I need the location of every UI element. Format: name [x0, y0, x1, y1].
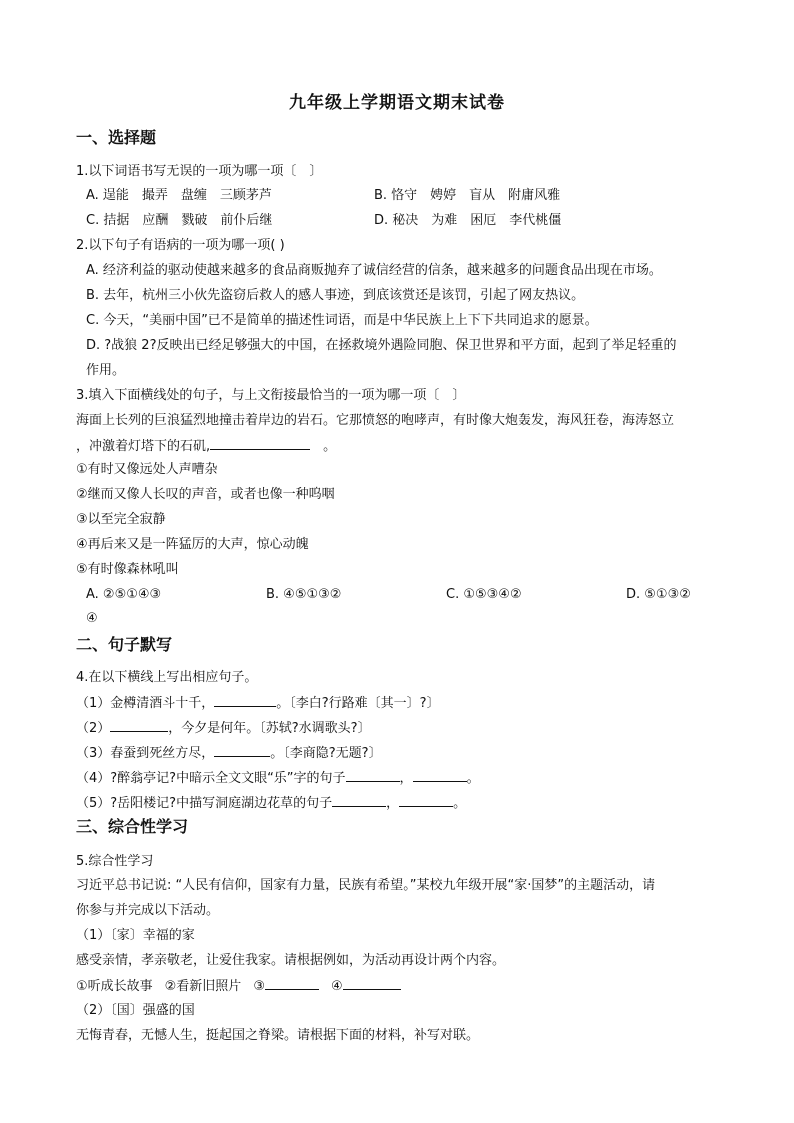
q5-activity-1: ①听成长故事 [76, 979, 153, 994]
q4-line-3 [76, 744, 382, 763]
answer-blank[interactable] [332, 794, 386, 807]
q4-line-5-comma: ， [386, 796, 400, 811]
q4-line-1-text: （1）金樽清酒斗十千， [76, 696, 215, 711]
q3-passage-text: ，冲激着灯塔下的石矶, [76, 439, 211, 454]
q1-option-a: A. 逞能 撮弄 盘缠 三顾茅芦 [86, 188, 272, 203]
q1-option-c: C. 拮据 应酬 戮破 前仆后继 [86, 213, 273, 228]
q5-sub2-heading: （2）〔国〕强盛的国 [76, 1003, 195, 1018]
q3-option-a: A. ②⑤①④③ [86, 587, 162, 602]
answer-blank[interactable] [210, 437, 310, 450]
q2-stem: 2.以下句子有语病的一项为哪一项( ) [76, 238, 285, 253]
answer-blank[interactable] [110, 719, 168, 732]
page-title: 九年级上学期语文期末试卷 [289, 93, 505, 113]
q4-line-4 [76, 769, 480, 788]
answer-blank[interactable] [343, 977, 401, 990]
q4-line-4-end: 。 [466, 771, 480, 786]
section-heading-recite: 二、句子默写 [76, 635, 173, 654]
q4-line-3-text: （3）春蚕到死丝方尽， [76, 746, 215, 761]
q3-option-b: B. ④⑤①③② [266, 587, 342, 602]
q5-sub2-text: 无悔青春，无憾人生，挺起国之脊梁。请根据下面的材料，补写对联。 [76, 1028, 480, 1043]
answer-blank[interactable] [214, 694, 276, 707]
q3-item-3: ③以至完全寂静 [76, 512, 166, 527]
answer-blank[interactable] [413, 769, 467, 782]
q2-option-d-cont: 作用。 [86, 363, 126, 378]
q3-passage-line1: 海面上长列的巨浪猛烈地撞击着岸边的岩石。它那愤怒的咆哮声，有时像大炮轰发，海风狂卷，海涛怒立 [76, 413, 675, 428]
q4-line-5-text: （5）?岳阳楼记?中描写洞庭湖边花草的句子 [76, 796, 333, 811]
q4-line-2-num: （2） [76, 721, 111, 736]
q5-paragraph-line1: 习近平总书记说: “人民有信仰，国家有力量，民族有希望。”某校九年级开展“家·国梦”的主题活动，请 [76, 878, 656, 893]
q4-line-1 [76, 694, 440, 713]
q3-item-2: ②继而又像人长叹的声音，或者也像一种呜咽 [76, 487, 335, 502]
q5-activities [76, 977, 401, 996]
q3-option-d-cont: ④ [86, 611, 98, 626]
q1-option-d: D. 秘决 为难 困厄 李代桃僵 [374, 213, 562, 228]
q5-stem: 5.综合性学习 [76, 854, 154, 869]
section-heading-choice: 一、选择题 [76, 128, 157, 147]
section-heading-comprehensive: 三、综合性学习 [76, 817, 189, 836]
q5-activity-4: ④ [330, 979, 343, 994]
q4-line-3-source: 。〔李商隐?无题?〕 [270, 746, 382, 761]
q4-line-5-end: 。 [453, 796, 467, 811]
q3-option-d: D. ⑤①③② [626, 587, 691, 602]
q5-paragraph-line2: 你参与并完成以下活动。 [76, 903, 220, 918]
q4-line-2-text: ，今夕是何年。〔苏轼?水调歌头?〕 [168, 721, 371, 736]
q3-stem: 3.填入下面横线处的句子，与上文衔接最恰当的一项为哪一项〔 〕 [76, 388, 466, 403]
q3-passage-end: 。 [310, 439, 337, 454]
answer-blank[interactable] [265, 977, 319, 990]
q5-activity-3: ③ [253, 979, 265, 994]
q4-stem: 4.在以下横线上写出相应句子。 [76, 670, 258, 685]
q3-option-c: C. ①⑤③④② [446, 587, 522, 602]
answer-blank[interactable] [346, 769, 400, 782]
q4-line-4-comma: ， [399, 771, 413, 786]
q3-item-1: ①有时又像远处人声嘈杂 [76, 462, 218, 477]
q5-sub1-text: 感受亲情，孝亲敬老，让爱住我家。请根据例如，为活动再设计两个内容。 [76, 953, 506, 968]
q4-line-5 [76, 794, 466, 813]
q2-option-d: D. ?战狼 2?反映出已经足够强大的中国，在拯救境外遇险同胞、保卫世界和平方面，起到了举足轻重的 [86, 338, 677, 353]
q3-item-5: ⑤有时像森林吼叫 [76, 562, 179, 577]
q2-option-b: B. 去年，杭州三小伙先盗窃后救人的感人事迹，到底该赏还是该罚，引起了网友热议。 [86, 288, 585, 303]
answer-blank[interactable] [399, 794, 453, 807]
answer-blank[interactable] [214, 744, 270, 757]
q4-line-4-text: （4）?醉翁亭记?中暗示全文文眼“乐”字的句子 [76, 771, 346, 786]
q2-option-a: A. 经济利益的驱动使越来越多的食品商贩抛弃了诚信经营的信条，越来越多的问题食品出现在市场。 [86, 263, 662, 278]
q5-sub1-heading: （1）〔家〕幸福的家 [76, 928, 195, 943]
q1-option-b: B. 恪守 娉婷 盲从 附庸风雅 [374, 188, 561, 203]
q5-activity-2: ②看新旧照片 [164, 979, 242, 994]
q3-passage-line2 [76, 437, 336, 456]
q4-line-2 [76, 719, 371, 738]
q3-item-4: ④再后来又是一阵猛厉的大声，惊心动魄 [76, 537, 309, 552]
q1-stem: 1.以下词语书写无误的一项为哪一项〔 〕 [76, 164, 323, 179]
q4-line-1-source: 。〔李白?行路难〔其一〕?〕 [276, 696, 440, 711]
q2-option-c: C. 今天，“美丽中国”已不是简单的描述性词语，而是中华民族上上下下共同追求的愿景。 [86, 313, 598, 328]
